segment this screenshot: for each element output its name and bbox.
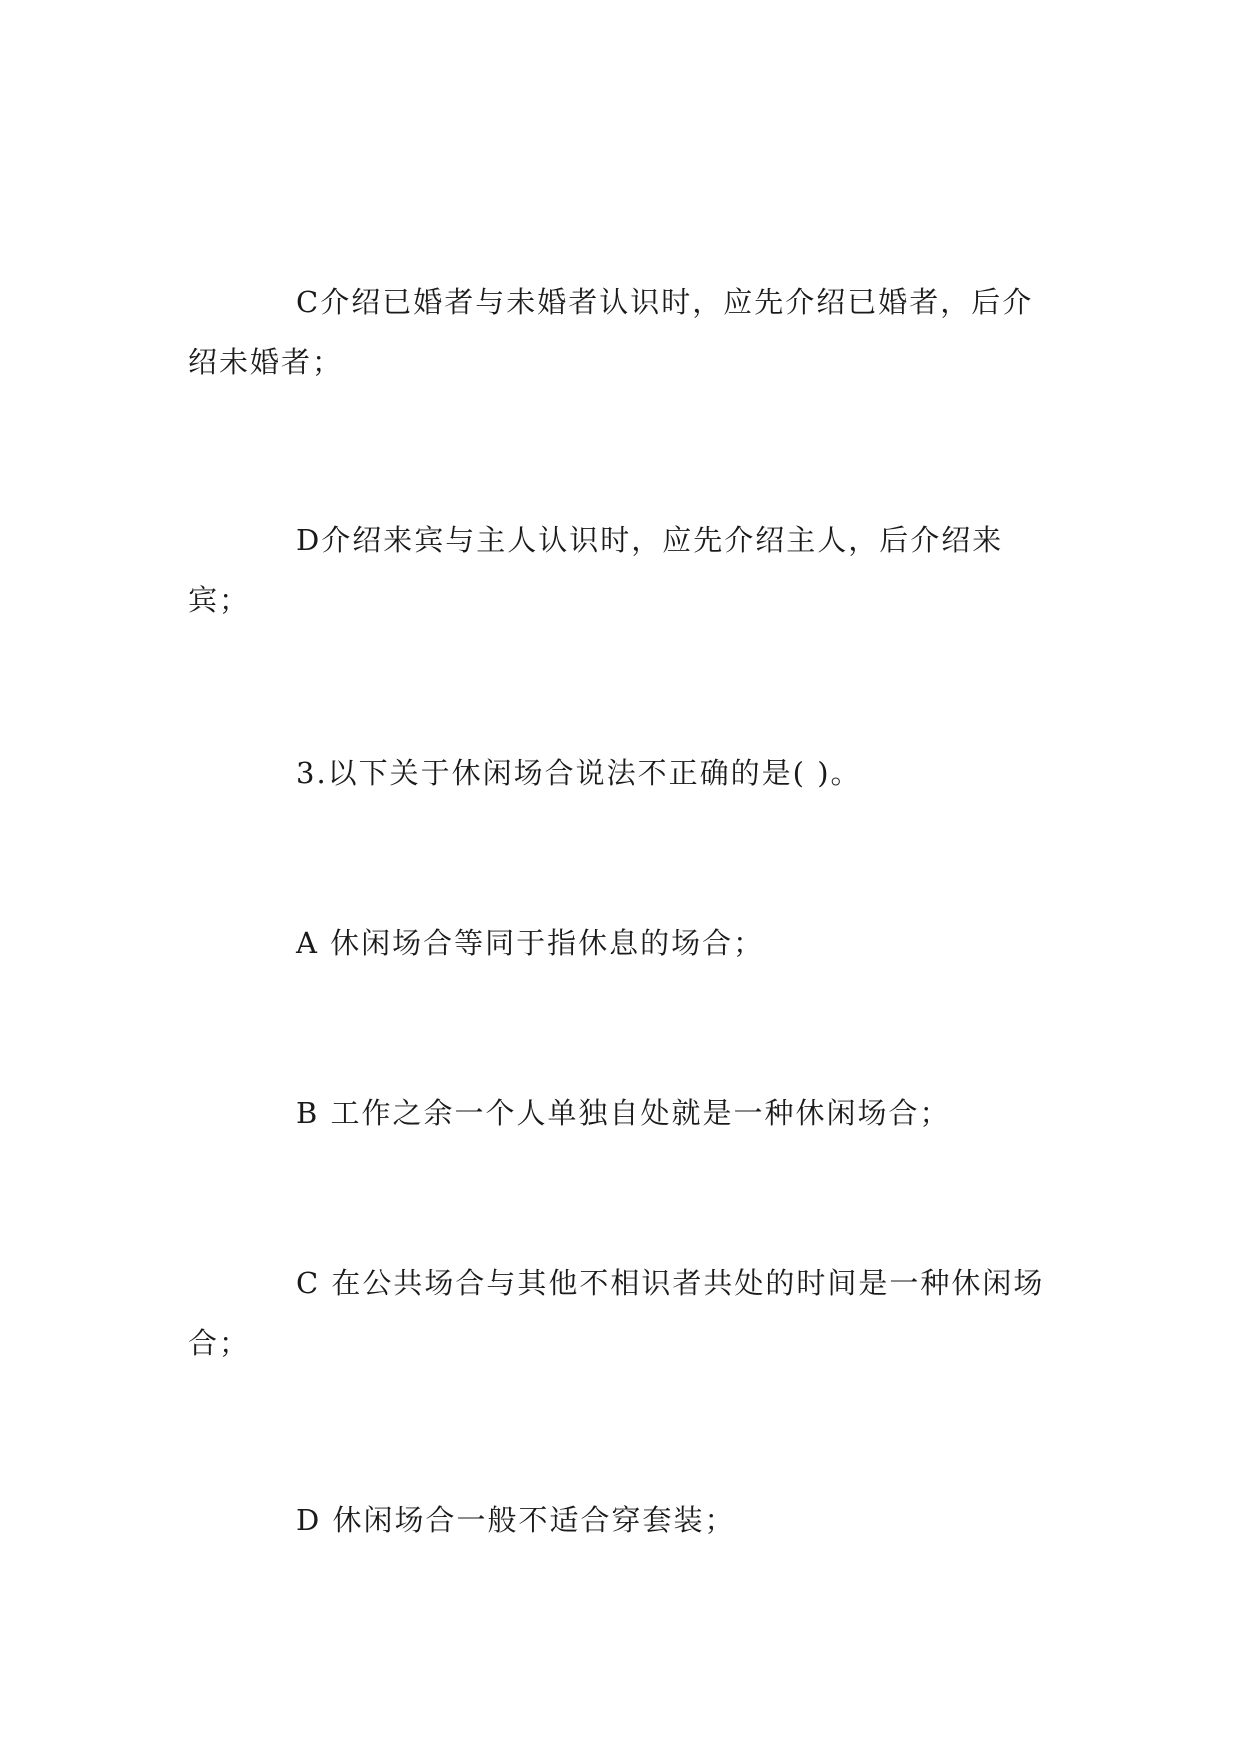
option-b-leisure: B 工作之余一个人单独自处就是一种休闲场合； xyxy=(296,1096,951,1130)
option-d-leisure: D 休闲场合一般不适合穿套装； xyxy=(296,1503,736,1537)
question-3: 3.以下关于休闲场合说法不正确的是( )。 xyxy=(296,756,862,790)
option-d-introduction: D介绍来宾与主人认识时，应先介绍主人，后介绍来宾； xyxy=(188,523,1004,617)
option-c-introduction: C介绍已婚者与未婚者认识时，应先介绍已婚者，后介绍未婚者； xyxy=(188,285,1034,379)
option-a-leisure: A 休闲场合等同于指休息的场合； xyxy=(296,926,765,960)
option-c-leisure: C 在公共场合与其他不相识者共处的时间是一种休闲场合； xyxy=(188,1266,1045,1360)
